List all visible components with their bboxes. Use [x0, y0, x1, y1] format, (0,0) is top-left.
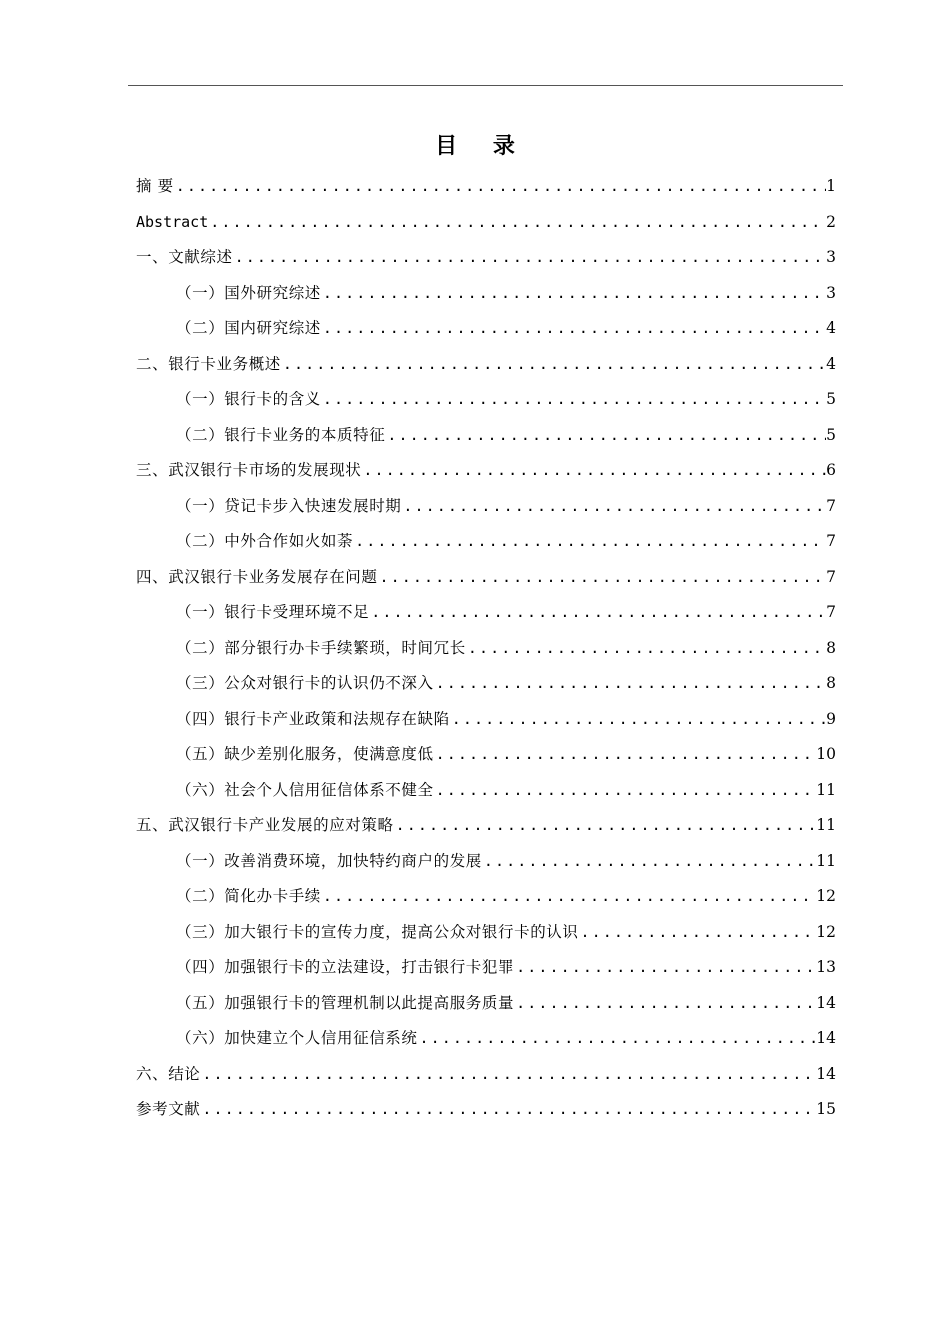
toc-entry-section[interactable] — [136, 845, 836, 881]
toc-dot-leader — [353, 525, 826, 557]
toc-entry-chapter[interactable] — [136, 1058, 836, 1094]
toc-entry-chapter[interactable] — [136, 561, 836, 597]
toc-title: 目 录 — [435, 134, 529, 159]
toc-dot-leader — [466, 632, 826, 664]
toc-entry-title: （二）国内研究综述 — [176, 319, 321, 337]
toc-entry-title: 六、结论 — [136, 1064, 201, 1083]
toc-dot-leader — [394, 809, 817, 841]
toc-entry-chapter[interactable] — [136, 241, 836, 277]
toc-list — [136, 170, 836, 1129]
toc-page-number: 8 — [826, 638, 836, 657]
toc-dot-leader — [321, 880, 816, 912]
toc-entry-title: （二）简化办卡手续 — [176, 887, 321, 905]
toc-page-number: 7 — [826, 567, 836, 586]
toc-entry-title: （三）公众对银行卡的认识仍不深入 — [176, 674, 434, 692]
toc-entry-title: （五）缺少差别化服务，使满意度低 — [176, 745, 434, 763]
toc-page-number: 4 — [826, 354, 836, 373]
toc-entry-title: （一）银行卡的含义 — [176, 390, 321, 408]
toc-entry-title: （一）银行卡受理环境不足 — [176, 603, 370, 621]
toc-entry-section[interactable] — [136, 632, 836, 668]
toc-entry-chapter[interactable] — [136, 206, 836, 242]
toc-entry-chapter[interactable] — [136, 348, 836, 384]
toc-dot-leader — [385, 419, 826, 451]
toc-dot-leader — [378, 561, 827, 593]
toc-page-number: 5 — [826, 425, 836, 444]
toc-page-number: 1 — [826, 177, 836, 195]
toc-entry-section[interactable] — [136, 880, 836, 916]
toc-page-number: 11 — [816, 780, 836, 799]
toc-entry-section[interactable] — [136, 277, 836, 313]
toc-page-number: 7 — [826, 603, 836, 621]
toc-entry-title: （四）银行卡产业政策和法规存在缺陷 — [176, 709, 450, 728]
toc-page-number: 8 — [826, 674, 836, 692]
toc-entry-section[interactable] — [136, 383, 836, 419]
toc-entry-section[interactable] — [136, 774, 836, 810]
toc-page-number: 4 — [826, 319, 836, 337]
toc-entry-title: （二）部分银行办卡手续繁琐，时间冗长 — [176, 638, 466, 657]
toc-entry-title: （六）社会个人信用征信体系不健全 — [176, 780, 434, 799]
toc-entry-title: 四、武汉银行卡业务发展存在问题 — [136, 567, 378, 586]
toc-page-number: 3 — [826, 283, 836, 302]
toc-dot-leader — [514, 951, 816, 983]
toc-entry-title: 参考文献 — [136, 1100, 201, 1118]
toc-dot-leader — [579, 916, 817, 948]
toc-page-number: 15 — [816, 1100, 836, 1118]
toc-dot-leader — [401, 490, 826, 522]
toc-entry-section[interactable] — [136, 525, 836, 561]
toc-page-number: 13 — [816, 958, 836, 976]
toc-entry-section[interactable] — [136, 312, 836, 348]
toc-dot-leader — [174, 170, 826, 202]
toc-entry-chapter[interactable] — [136, 1093, 836, 1129]
header-rule — [128, 85, 843, 86]
toc-dot-leader — [200, 1058, 816, 1090]
toc-entry-title: （三）加大银行卡的宣传力度，提高公众对银行卡的认识 — [176, 922, 579, 941]
toc-dot-leader — [200, 1093, 816, 1125]
toc-entry-title: 三、武汉银行卡市场的发展现状 — [136, 461, 362, 479]
toc-entry-chapter[interactable] — [136, 809, 836, 845]
toc-entry-title: （一）国外研究综述 — [176, 283, 321, 302]
toc-dot-leader — [281, 348, 826, 380]
toc-page-number: 6 — [826, 461, 836, 479]
toc-entry-section[interactable] — [136, 419, 836, 455]
toc-page-number: 10 — [816, 745, 836, 763]
toc-entry-section[interactable] — [136, 596, 836, 632]
toc-dot-leader — [208, 206, 826, 238]
toc-entry-title: （一）贷记卡步入快速发展时期 — [176, 496, 402, 515]
toc-dot-leader — [418, 1022, 817, 1054]
toc-page-number: 3 — [826, 248, 836, 266]
toc-page-number: 9 — [826, 709, 836, 728]
toc-dot-leader — [434, 738, 817, 770]
toc-page-number: 11 — [816, 816, 836, 834]
toc-page-number: 12 — [816, 922, 836, 941]
toc-entry-title: 五、武汉银行卡产业发展的应对策略 — [136, 816, 394, 834]
toc-entry-title: （一）改善消费环境，加快特约商户的发展 — [176, 851, 482, 870]
toc-entry-title: 二、银行卡业务概述 — [136, 354, 281, 373]
toc-entry-title: （六）加快建立个人信用征信系统 — [176, 1029, 418, 1047]
toc-entry-title: 摘 要 — [136, 177, 174, 195]
toc-entry-chapter[interactable] — [136, 454, 836, 490]
toc-page-number: 12 — [816, 887, 836, 905]
toc-entry-section[interactable] — [136, 703, 836, 739]
toc-dot-leader — [514, 987, 816, 1019]
toc-dot-leader — [321, 277, 826, 309]
toc-page-number: 14 — [816, 993, 836, 1012]
toc-page-number: 5 — [826, 390, 836, 408]
toc-page-number: 7 — [826, 496, 836, 515]
toc-page-number: 14 — [816, 1064, 836, 1083]
toc-entry-section[interactable] — [136, 951, 836, 987]
toc-entry-section[interactable] — [136, 1022, 836, 1058]
toc-entry-section[interactable] — [136, 916, 836, 952]
toc-dot-leader — [482, 845, 816, 877]
toc-entry-title: Abstract — [136, 212, 209, 231]
toc-entry-title: （二）中外合作如火如荼 — [176, 532, 354, 550]
toc-dot-leader — [450, 703, 826, 735]
toc-dot-leader — [361, 454, 826, 486]
toc-dot-leader — [233, 241, 827, 273]
toc-entry-title: （五）加强银行卡的管理机制以此提高服务质量 — [176, 993, 515, 1012]
toc-entry-section[interactable] — [136, 738, 836, 774]
toc-entry-title: （四）加强银行卡的立法建设，打击银行卡犯罪 — [176, 958, 515, 976]
toc-page-number: 14 — [816, 1029, 836, 1047]
toc-dot-leader — [434, 667, 827, 699]
toc-entry-title: （二）银行卡业务的本质特征 — [176, 425, 386, 444]
toc-dot-leader — [321, 383, 826, 415]
toc-entry-section[interactable] — [136, 490, 836, 526]
toc-page-number: 2 — [826, 212, 836, 231]
toc-dot-leader — [321, 312, 826, 344]
toc-entry-section[interactable] — [136, 987, 836, 1023]
toc-page-number: 11 — [816, 851, 836, 870]
toc-entry-chapter[interactable] — [136, 170, 836, 206]
toc-page-number: 7 — [826, 532, 836, 550]
toc-dot-leader — [369, 596, 826, 628]
toc-entry-title: 一、文献综述 — [136, 248, 233, 266]
toc-entry-section[interactable] — [136, 667, 836, 703]
toc-dot-leader — [434, 774, 817, 806]
